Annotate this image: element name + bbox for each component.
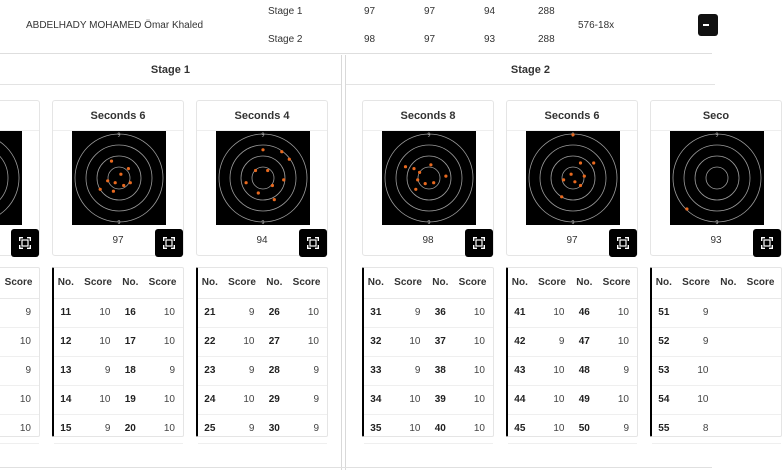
table-row xyxy=(652,327,781,356)
series-title: Seconds 6 xyxy=(53,101,183,131)
table-row xyxy=(652,298,781,327)
shot-number: 19 xyxy=(118,385,142,414)
shot-number: 12 xyxy=(54,327,78,356)
shot-number: 17 xyxy=(118,327,142,356)
shot-score xyxy=(740,356,781,385)
stage1-total: 288 xyxy=(538,6,555,17)
stage-1-title: Stage 1 xyxy=(0,55,341,85)
shot-number: 46 xyxy=(572,298,596,327)
table-row xyxy=(54,327,183,356)
ring-number: 9 xyxy=(571,220,575,226)
shot-score: 10 xyxy=(78,298,119,327)
shot-score: 10 xyxy=(388,327,429,356)
shot-marker xyxy=(412,167,415,170)
shot-score: 10 xyxy=(0,385,39,414)
shot-marker xyxy=(257,191,260,194)
shot-score: 9 xyxy=(222,356,263,385)
shot-score: 10 xyxy=(452,298,493,327)
shot-score: 10 xyxy=(596,385,637,414)
target-ring xyxy=(407,156,451,200)
shot-marker xyxy=(99,188,102,191)
shot-number: 27 xyxy=(262,327,286,356)
shot-score: 10 xyxy=(676,356,717,385)
shot-marker xyxy=(404,165,407,168)
shot-marker xyxy=(282,178,285,181)
shot-marker xyxy=(432,181,435,184)
stage1-label: Stage 1 xyxy=(268,6,303,17)
shot-marker xyxy=(579,161,582,164)
shot-number: 37 xyxy=(428,327,452,356)
shot-number: 36 xyxy=(428,298,452,327)
shot-score: 10 xyxy=(596,298,637,327)
shot-score: 10 xyxy=(0,327,39,356)
table-row xyxy=(508,327,637,356)
expand-button[interactable] xyxy=(609,229,637,257)
divider xyxy=(0,467,712,468)
series-card xyxy=(650,100,782,256)
shot-number: 22 xyxy=(198,327,222,356)
table-row xyxy=(198,385,327,414)
column-header: Score xyxy=(740,268,781,298)
target-ring xyxy=(86,145,152,211)
series-title: Seco xyxy=(651,101,781,131)
shot-number: 48 xyxy=(572,356,596,385)
shot-score: 10 xyxy=(78,327,119,356)
shot-number: 39 xyxy=(428,385,452,414)
target-image xyxy=(0,131,22,225)
target-ring xyxy=(385,134,473,222)
column-header: No. xyxy=(262,268,286,298)
table-row xyxy=(198,298,327,327)
shot-score: 9 xyxy=(0,356,39,385)
shot-number: 38 xyxy=(428,356,452,385)
column-header: No. xyxy=(364,268,388,298)
score-table xyxy=(0,267,40,437)
ring-number: 9 xyxy=(261,132,265,139)
stage1-series3-score: 94 xyxy=(484,6,496,17)
series-score: 94 xyxy=(256,235,268,246)
shot-number: 30 xyxy=(262,414,286,443)
shot-marker xyxy=(127,167,130,170)
shot-number: 40 xyxy=(428,414,452,443)
shot-marker xyxy=(418,171,421,174)
column-header: Score xyxy=(532,268,573,298)
shot-score: 9 xyxy=(222,298,263,327)
shot-marker xyxy=(271,184,274,187)
shot-number: 55 xyxy=(652,414,676,443)
series-card xyxy=(52,100,184,256)
table-row xyxy=(54,298,183,327)
expand-icon xyxy=(616,236,630,250)
shot-marker xyxy=(110,160,113,163)
table-row xyxy=(364,327,493,356)
table-row xyxy=(0,298,39,327)
shot-marker xyxy=(444,175,447,178)
shot-marker xyxy=(122,184,125,187)
shot-score: 10 xyxy=(78,385,119,414)
shot-score: 9 xyxy=(78,356,119,385)
ring-number: 9 xyxy=(427,132,431,139)
table-row xyxy=(54,356,183,385)
target-ring xyxy=(706,167,728,189)
target-ring xyxy=(97,156,141,200)
target-ring xyxy=(241,156,285,200)
shot-number: 26 xyxy=(262,298,286,327)
table-row xyxy=(652,414,781,443)
shot-score: 10 xyxy=(222,385,263,414)
shot-marker xyxy=(414,188,417,191)
ring-number: 9 xyxy=(715,220,719,226)
target-ring xyxy=(219,134,307,222)
table-row xyxy=(364,356,493,385)
shot-score: 9 xyxy=(222,414,263,443)
target-ring xyxy=(684,145,750,211)
series-card xyxy=(196,100,328,256)
shot-number: 15 xyxy=(54,414,78,443)
shot-score: 10 xyxy=(452,327,493,356)
ring-number: 9 xyxy=(427,220,431,226)
ring-number: 9 xyxy=(261,220,265,226)
target-image xyxy=(216,131,310,225)
shot-score: 10 xyxy=(142,385,183,414)
shot-number xyxy=(716,385,740,414)
shot-number: 25 xyxy=(198,414,222,443)
expand-button[interactable] xyxy=(753,229,781,257)
shot-score: 9 xyxy=(286,356,327,385)
target-ring xyxy=(75,134,163,222)
shot-number: 51 xyxy=(652,298,676,327)
shot-score: 10 xyxy=(388,385,429,414)
table-row xyxy=(508,414,637,443)
results-header xyxy=(0,0,712,54)
table-row xyxy=(0,327,39,356)
menu-icon[interactable] xyxy=(698,14,718,36)
shot-number: 47 xyxy=(572,327,596,356)
shot-number: 13 xyxy=(54,356,78,385)
shot-number xyxy=(716,414,740,443)
shot-marker xyxy=(573,180,576,183)
shot-score: 10 xyxy=(142,298,183,327)
series-card xyxy=(362,100,494,256)
series-score: 97 xyxy=(566,235,578,246)
shot-number: 53 xyxy=(652,356,676,385)
column-header: Score xyxy=(596,268,637,298)
column-header: Score xyxy=(452,268,493,298)
athlete-name: ABDELHADY MOHAMED Ömar Khaled xyxy=(26,20,204,31)
series-card xyxy=(0,100,40,256)
column-header: Score xyxy=(388,268,429,298)
shot-marker xyxy=(562,178,565,181)
series-score: 93 xyxy=(710,235,722,246)
score-table xyxy=(52,267,184,437)
table-row xyxy=(508,385,637,414)
shot-marker xyxy=(560,195,563,198)
stage-2-title: Stage 2 xyxy=(346,55,715,85)
shot-marker xyxy=(424,182,427,185)
series-card xyxy=(506,100,638,256)
shot-number: 28 xyxy=(262,356,286,385)
shot-marker xyxy=(245,181,248,184)
column-header: Score xyxy=(286,268,327,298)
ring-number: 9 xyxy=(117,220,121,226)
shot-number: 23 xyxy=(198,356,222,385)
shot-marker xyxy=(254,169,257,172)
shot-number: 54 xyxy=(652,385,676,414)
shot-score: 10 xyxy=(142,414,183,443)
series-title xyxy=(0,101,39,131)
shot-score: 9 xyxy=(388,356,429,385)
target-image xyxy=(670,131,764,225)
shot-score: 8 xyxy=(676,414,717,443)
stage2-series2-score: 97 xyxy=(424,34,436,45)
shot-number: 11 xyxy=(54,298,78,327)
series-title: Seconds 4 xyxy=(197,101,327,131)
shot-marker xyxy=(416,178,419,181)
shot-score xyxy=(740,414,781,443)
shot-marker xyxy=(106,179,109,182)
column-header: Score xyxy=(222,268,263,298)
shot-number: 50 xyxy=(572,414,596,443)
expand-button[interactable] xyxy=(465,229,493,257)
series-title: Seconds 6 xyxy=(507,101,637,131)
shot-score xyxy=(740,385,781,414)
table-row xyxy=(0,414,39,443)
shot-number xyxy=(716,298,740,327)
shot-marker xyxy=(571,133,574,136)
shot-number: 20 xyxy=(118,414,142,443)
shot-score: 9 xyxy=(596,414,637,443)
column-header: No. xyxy=(428,268,452,298)
target-ring xyxy=(396,145,462,211)
expand-icon xyxy=(472,236,486,250)
stage2-total: 288 xyxy=(538,34,555,45)
shot-marker xyxy=(114,181,117,184)
target-image xyxy=(72,131,166,225)
shot-number: 49 xyxy=(572,385,596,414)
table-row xyxy=(364,298,493,327)
column-header: Score xyxy=(0,268,39,298)
shot-score: 10 xyxy=(142,327,183,356)
target-image xyxy=(526,131,620,225)
table-row xyxy=(0,356,39,385)
shot-score: 10 xyxy=(452,414,493,443)
shot-number: 34 xyxy=(364,385,388,414)
shot-marker xyxy=(261,148,264,151)
series-title: Seconds 8 xyxy=(363,101,493,131)
shot-score: 9 xyxy=(676,327,717,356)
target-ring xyxy=(230,145,296,211)
column-header: No. xyxy=(652,268,676,298)
shot-score: 10 xyxy=(532,298,573,327)
shot-marker xyxy=(570,173,573,176)
expand-icon xyxy=(306,236,320,250)
shot-marker xyxy=(266,169,269,172)
shot-score: 10 xyxy=(388,414,429,443)
series-score: 98 xyxy=(422,235,434,246)
grand-total: 576-18x xyxy=(578,20,615,31)
shot-score: 9 xyxy=(676,298,717,327)
shot-score: 10 xyxy=(532,385,573,414)
shot-number: 43 xyxy=(508,356,532,385)
shot-marker xyxy=(280,150,283,153)
stage2-label: Stage 2 xyxy=(268,34,303,45)
column-header: No. xyxy=(572,268,596,298)
shot-score: 9 xyxy=(0,298,39,327)
shot-number: 29 xyxy=(262,385,286,414)
shot-number: 16 xyxy=(118,298,142,327)
shot-score: 10 xyxy=(452,385,493,414)
shot-score: 10 xyxy=(286,327,327,356)
expand-button[interactable] xyxy=(155,229,183,257)
column-header: No. xyxy=(118,268,142,298)
target-ring xyxy=(551,156,595,200)
score-table xyxy=(196,267,328,437)
shot-score: 10 xyxy=(0,414,39,443)
shot-marker xyxy=(685,207,688,210)
column-header: No. xyxy=(716,268,740,298)
table-row xyxy=(54,414,183,443)
shot-number: 45 xyxy=(508,414,532,443)
shot-number: 35 xyxy=(364,414,388,443)
shot-score: 10 xyxy=(452,356,493,385)
table-row xyxy=(54,385,183,414)
shot-score: 9 xyxy=(286,414,327,443)
shot-number: 33 xyxy=(364,356,388,385)
shot-score: 10 xyxy=(222,327,263,356)
score-table xyxy=(506,267,638,437)
shot-score: 9 xyxy=(388,298,429,327)
column-header: No. xyxy=(198,268,222,298)
target-ring xyxy=(0,134,19,222)
score-table xyxy=(650,267,782,437)
column-header: Score xyxy=(142,268,183,298)
table-row xyxy=(364,414,493,443)
expand-button[interactable] xyxy=(11,229,39,257)
shot-marker xyxy=(288,158,291,161)
table-row xyxy=(0,385,39,414)
score-table xyxy=(362,267,494,437)
expand-icon xyxy=(18,236,32,250)
table-row xyxy=(508,298,637,327)
shot-score: 10 xyxy=(532,414,573,443)
target-ring xyxy=(418,167,440,189)
shot-marker xyxy=(583,175,586,178)
target-ring xyxy=(0,145,8,211)
shot-score: 10 xyxy=(286,298,327,327)
table-row xyxy=(364,385,493,414)
target-ring xyxy=(540,145,606,211)
table-row xyxy=(652,356,781,385)
shot-number xyxy=(716,356,740,385)
shot-score xyxy=(740,298,781,327)
target-ring xyxy=(529,134,617,222)
stage1-series2-score: 97 xyxy=(424,6,436,17)
shot-number: 32 xyxy=(364,327,388,356)
shot-number: 18 xyxy=(118,356,142,385)
shot-marker xyxy=(429,163,432,166)
shot-number: 41 xyxy=(508,298,532,327)
target-image xyxy=(382,131,476,225)
table-row xyxy=(198,414,327,443)
ring-number: 9 xyxy=(117,132,121,139)
shot-score: 10 xyxy=(596,327,637,356)
shot-marker xyxy=(129,181,132,184)
shot-number: 44 xyxy=(508,385,532,414)
shot-marker xyxy=(273,198,276,201)
shot-marker xyxy=(119,173,122,176)
shot-score: 9 xyxy=(142,356,183,385)
shot-score: 9 xyxy=(532,327,573,356)
shot-score: 9 xyxy=(78,414,119,443)
shot-number: 21 xyxy=(198,298,222,327)
table-row xyxy=(198,327,327,356)
shot-marker xyxy=(112,190,115,193)
series-score: 97 xyxy=(112,235,124,246)
shot-score xyxy=(740,327,781,356)
target-ring xyxy=(695,156,739,200)
shot-marker xyxy=(592,161,595,164)
column-header: No. xyxy=(508,268,532,298)
expand-icon xyxy=(162,236,176,250)
table-row xyxy=(508,356,637,385)
shot-number: 14 xyxy=(54,385,78,414)
shot-score: 9 xyxy=(286,385,327,414)
shot-number xyxy=(716,327,740,356)
shot-score: 10 xyxy=(676,385,717,414)
table-row xyxy=(198,356,327,385)
target-ring xyxy=(108,167,130,189)
shot-score: 10 xyxy=(532,356,573,385)
expand-button[interactable] xyxy=(299,229,327,257)
shot-score: 9 xyxy=(596,356,637,385)
ring-number: 9 xyxy=(715,132,719,139)
shot-number: 31 xyxy=(364,298,388,327)
shot-number: 24 xyxy=(198,385,222,414)
table-row xyxy=(652,385,781,414)
shot-marker xyxy=(579,184,582,187)
column-header: Score xyxy=(78,268,119,298)
stage2-series3-score: 93 xyxy=(484,34,496,45)
stage2-series1-score: 98 xyxy=(364,34,376,45)
shot-number: 42 xyxy=(508,327,532,356)
stage1-series1-score: 97 xyxy=(364,6,376,17)
column-header: No. xyxy=(54,268,78,298)
shot-number: 52 xyxy=(652,327,676,356)
column-header: Score xyxy=(676,268,717,298)
expand-icon xyxy=(760,236,774,250)
